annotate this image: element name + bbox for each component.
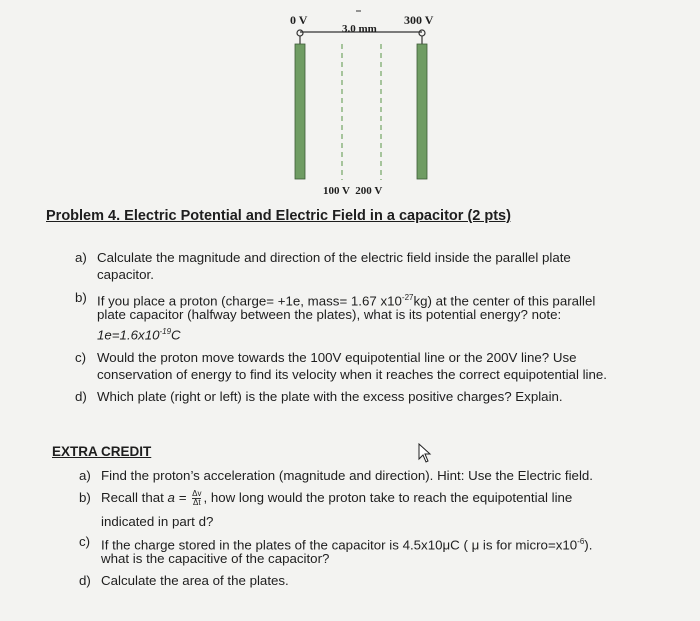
- extra-credit-title: EXTRA CREDIT: [52, 444, 152, 459]
- dv-dt-fraction: $\frac{\Delta v}{\Delta t}$: [192, 488, 202, 507]
- problem-title: Problem 4. Electric Potential and Electric Field in a capacitor (2 pts): [46, 208, 511, 224]
- mouse-pointer-icon: [418, 443, 432, 463]
- left-voltage-label: 0 V: [290, 13, 308, 27]
- right-plate: [417, 44, 427, 179]
- right-terminal: [419, 30, 425, 36]
- right-voltage-label: 300 V: [404, 13, 434, 27]
- equipotential-labels: 100 V 200 V: [323, 185, 383, 197]
- left-terminal: [297, 30, 303, 36]
- left-plate: [295, 44, 305, 179]
- gap-label: 3.0 mm: [342, 23, 377, 35]
